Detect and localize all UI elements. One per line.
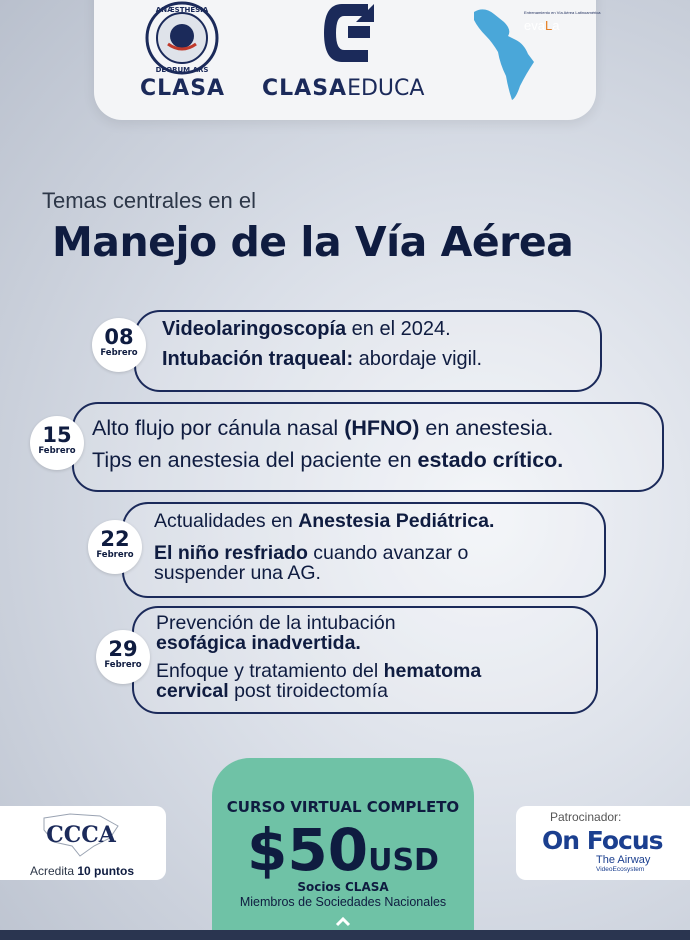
date-day: 15	[42, 423, 72, 447]
session-22-line2: El niño resfriado cuando avanzar o	[154, 542, 469, 564]
session-29-line2: esofágica inadvertida.	[156, 632, 361, 654]
ccca-logo	[40, 812, 122, 858]
clasa-seal-logo	[138, 0, 226, 76]
educa-bold: CLASA	[262, 76, 348, 101]
session-15-line2: Tips en anestesia del paciente en estado crítico.	[92, 448, 564, 472]
date-badge-29	[96, 630, 150, 684]
educa-light: EDUCA	[347, 76, 425, 101]
course-heading: CURSO VIRTUAL COMPLETO	[226, 798, 460, 816]
date-badge-15	[30, 416, 84, 470]
session-22-line1: Actualidades en Anestesia Pediátrica.	[154, 510, 495, 532]
header-logo-card	[94, 0, 601, 120]
clasa-label: CLASA	[140, 76, 226, 101]
date-day: 08	[104, 325, 134, 349]
accreditation-card	[0, 806, 166, 880]
airway-tagline: The Airway	[596, 854, 651, 866]
clasa-educa-mark	[316, 0, 384, 68]
date-month: Febrero	[38, 446, 76, 456]
session-08-line1: Videolaringoscopía en el 2024.	[162, 318, 451, 340]
patrocinador-label: Patrocinador:	[550, 810, 622, 824]
session-29-line3: Enfoque y tratamiento del hematoma	[156, 660, 482, 682]
date-month: Febrero	[96, 550, 134, 560]
socios-label: Socios CLASA	[297, 880, 389, 894]
sponsor-card	[516, 806, 690, 880]
date-badge-22	[88, 520, 142, 574]
ccca-logo-text: CCCA	[46, 822, 116, 848]
evala-map-logo	[464, 2, 601, 102]
session-29-line4: cervical post tiroidectomía	[156, 680, 388, 702]
miembros-label: Miembros de Sociedades Nacionales	[239, 895, 447, 909]
price-amount: $50USD	[247, 816, 439, 884]
session-29-line1: Prevención de la intubación	[156, 612, 396, 634]
price-card	[212, 758, 474, 940]
session-22-line3: suspender una AG.	[154, 562, 321, 584]
chevron-up-icon[interactable]	[335, 916, 351, 926]
clasa-educa-label	[262, 76, 424, 101]
date-day: 22	[100, 527, 130, 551]
evala-caption: Entrenamiento en Vía Aérea Latinoamérica	[524, 10, 601, 15]
page-title: Manejo de la Vía Aérea	[52, 218, 574, 266]
evala-text: evaLa	[524, 18, 560, 33]
subtitle: Temas centrales en el	[42, 188, 256, 213]
acredita-text: Acredita 10 puntos	[30, 864, 135, 878]
date-badge-08	[92, 318, 146, 372]
session-15-line1: Alto flujo por cánula nasal (HFNO) en anestesia.	[92, 416, 554, 440]
videoecosystem-tagline: VideoEcosystem	[596, 866, 645, 873]
seal-bottom-text: DEORUM ARS	[155, 66, 209, 74]
session-08-line2: Intubación traqueal: abordaje vigil.	[162, 348, 483, 370]
date-day: 29	[108, 637, 138, 661]
seal-top-text: ANÆSTHESIA	[155, 6, 209, 14]
date-month: Febrero	[100, 348, 138, 358]
bottom-bar	[0, 930, 690, 940]
onfocus-brand: On Focus	[542, 826, 663, 855]
date-month: Febrero	[104, 660, 142, 670]
